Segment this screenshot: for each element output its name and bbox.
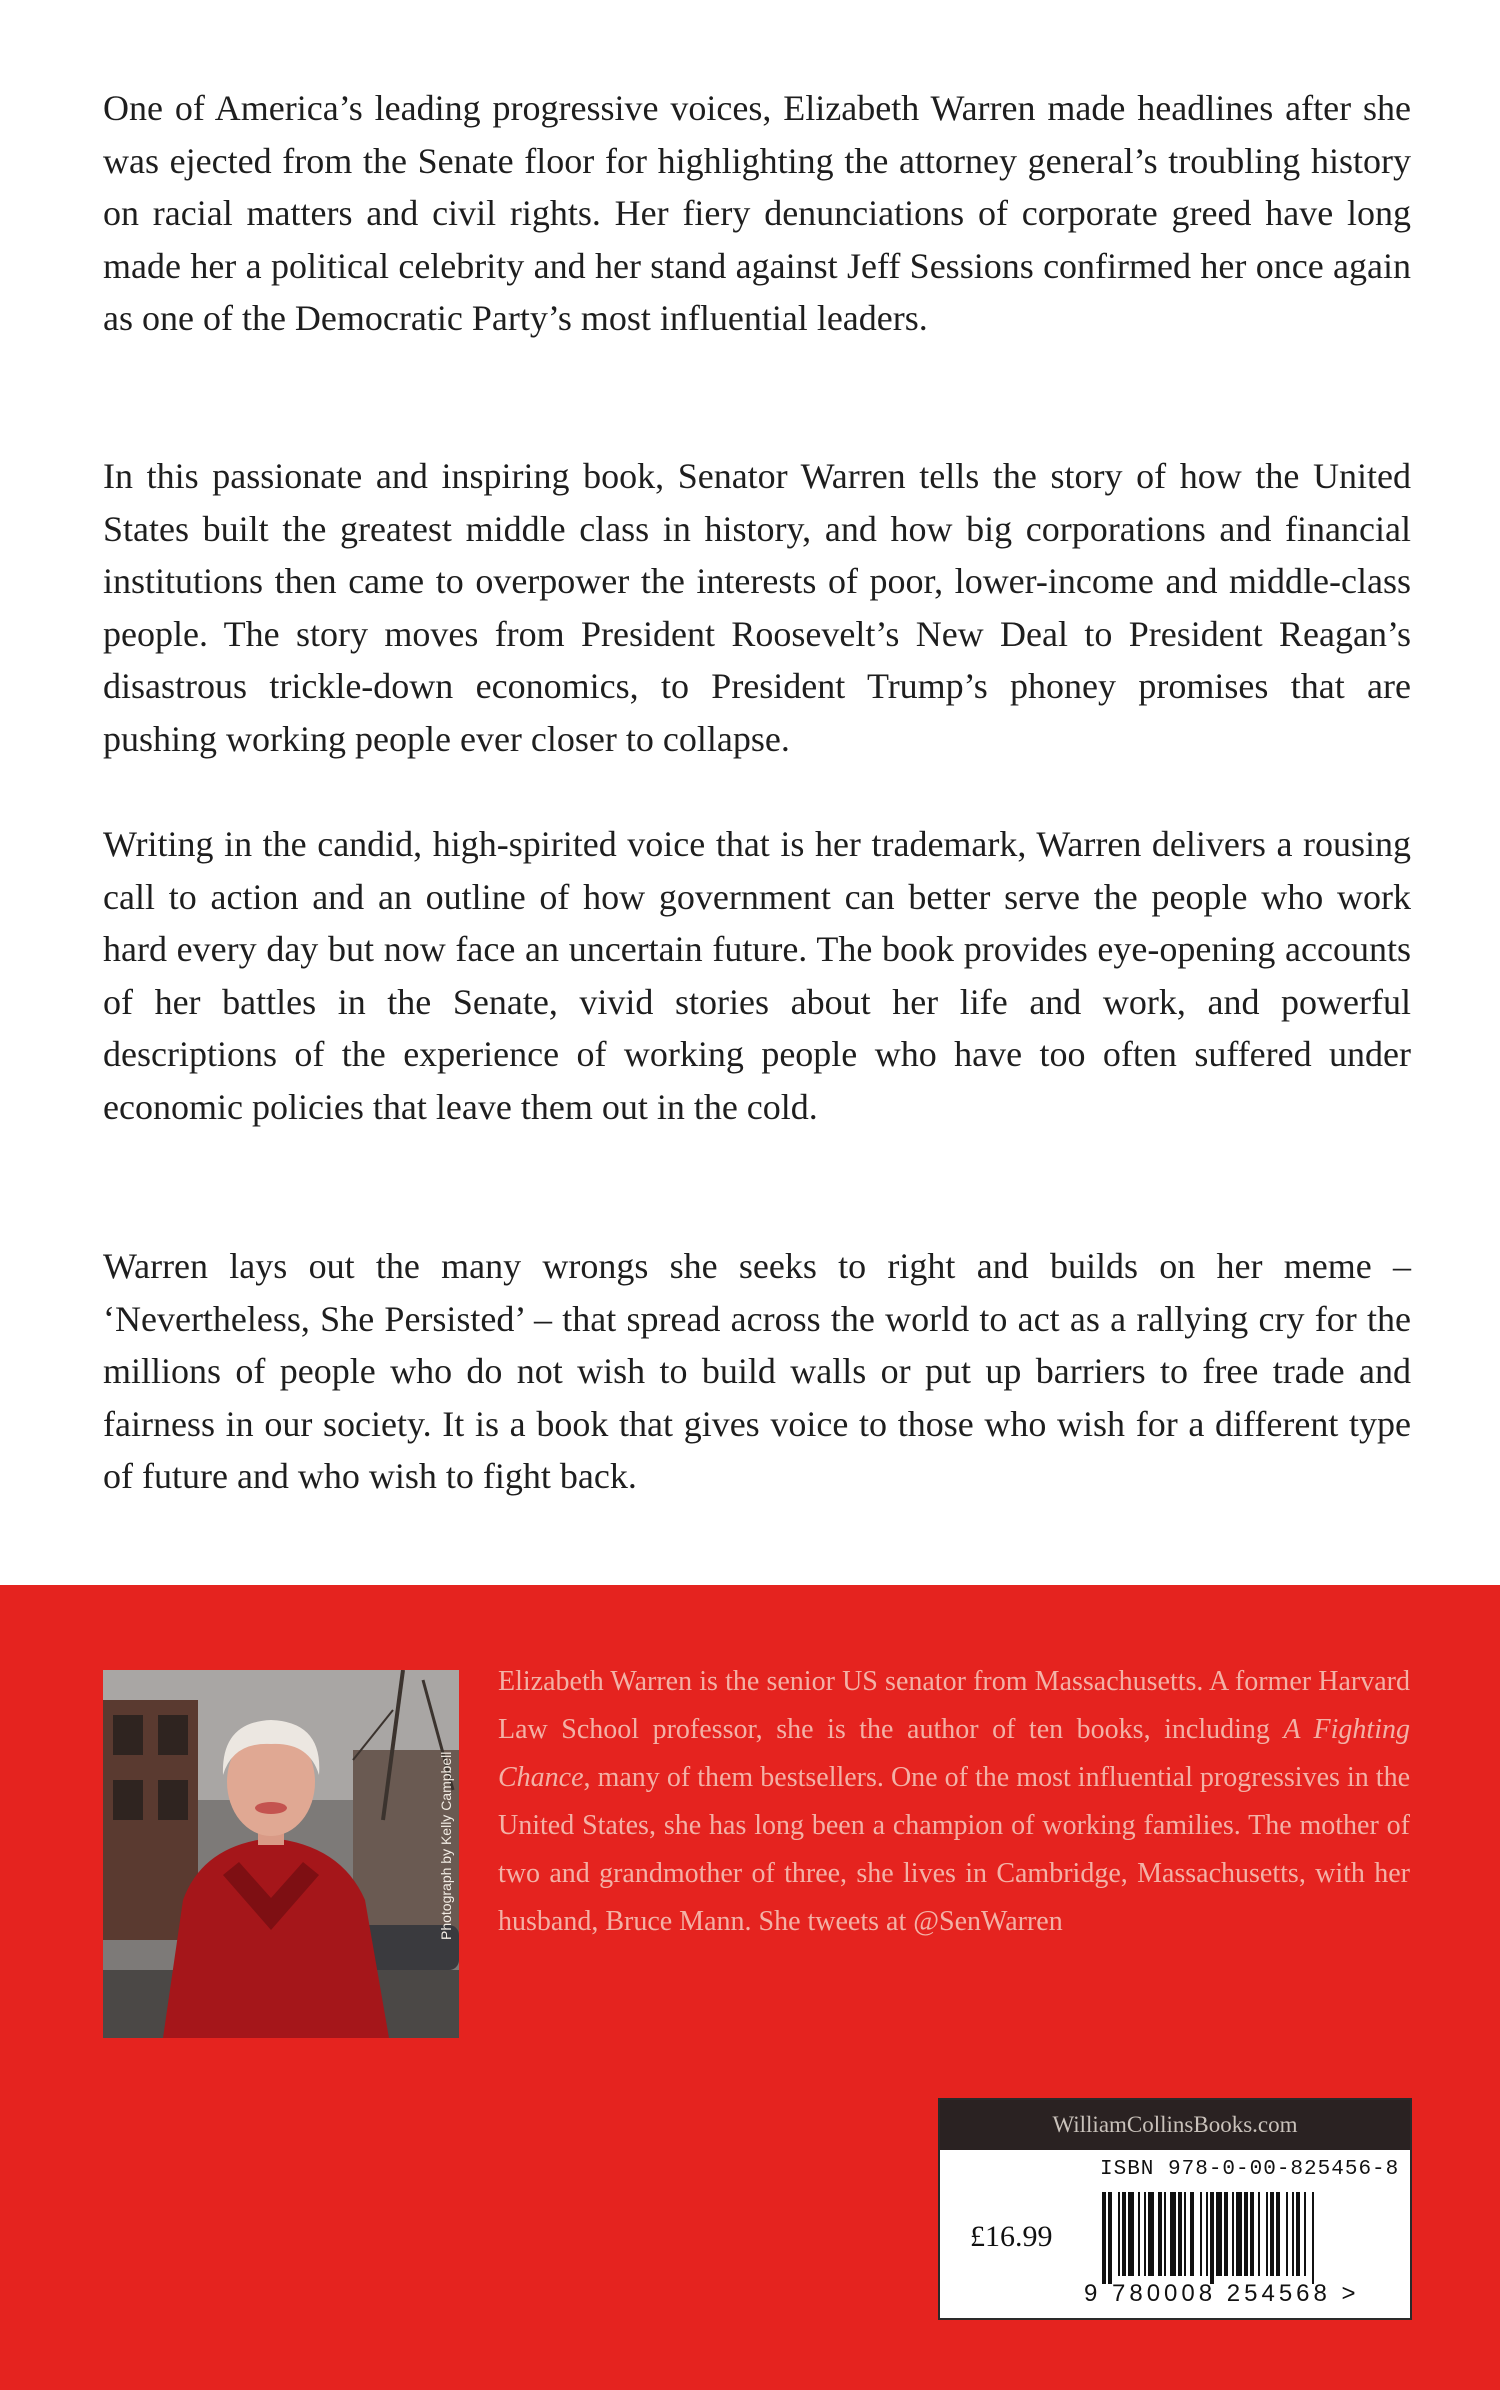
barcode-bar [1244,2192,1248,2276]
barcode-bar [1216,2192,1222,2276]
isbn-number: ISBN 978-0-00-825456-8 [1100,2158,1400,2181]
barcode-bar [1144,2192,1146,2276]
barcode-bar [1158,2192,1162,2276]
price-label: £16.99 [970,2220,1053,2253]
barcode-bar [1128,2192,1134,2276]
book-title-reference: A Fighting Chance [498,1714,1410,1793]
price-barcode-sticker [938,2098,1412,2320]
barcode-bar [1224,2192,1228,2276]
barcode-bar [1270,2192,1274,2276]
barcode-bar [1190,2192,1194,2276]
barcode-bar [1170,2192,1176,2276]
barcode-bar [1210,2192,1214,2284]
blurb-paragraph-1: One of America’s leading progressive voices, Elizabeth Warren made headlines after she was ejected from the Senate floor for highlighting the attorney general’s troubling history on racial matters and civil rights. Her fiery denunciations of corporate greed have long made her a political celebrity and her stand against Jeff Sessions confirmed her once again as one of the Democratic Party’s most influential leaders. [103,88,1411,338]
barcode-bar [1286,2192,1288,2276]
barcode-digits: 9 780008 254568 > [1084,2280,1360,2307]
blurb-paragraph-2: In this passionate and inspiring book, Senator Warren tells the story of how the United States built the greatest middle class in history, and how big corporations and financial institutions then came to overpower the interests of poor, lower-income and middle-class people. The story moves from President Roosevelt’s New Deal to President Reagan’s disastrous trickle-down economics, to President Trump’s phoney promises that are pushing working people ever closer to collapse. [103,456,1411,759]
author-photo [103,1670,459,2038]
blurb-paragraph-4: Warren lays out the many wrongs she seeks to right and builds on her meme – ‘Nevertheless, She Persisted’ – that spread across the world to act as a rallying cry for the millions of people who do not wish to build walls or put up barriers to free trade and fairness in our society. It is a book that gives voice to those who wish for a different type of future and who wish to fight back. [103,1246,1411,1496]
barcode-bar [1164,2192,1166,2276]
barcode-bar [1118,2192,1120,2276]
barcode-bar [1102,2192,1106,2284]
barcode-bar [1232,2192,1234,2276]
barcode-bar [1200,2192,1202,2276]
barcode-bar [1122,2192,1126,2276]
barcode-bar [1148,2192,1154,2276]
barcode-bar [1108,2192,1112,2284]
barcode-bar [1206,2192,1208,2276]
barcode-bar [1138,2192,1140,2276]
blurb-paragraph-3: Writing in the candid, high-spirited voice that is her trademark, Warren delivers a rousing call to action and an outline of how government can better serve the people who work hard every day but now face an uncertain future. The book provides eye-opening accounts of her battles in the Senate, vivid stories about her life and work, and powerful descriptions of the experience of working people who have too often suffered under economic policies that leave them out in the cold. [103,824,1411,1127]
barcode-bar [1266,2192,1268,2276]
barcode-bar [1292,2192,1294,2276]
barcode-bar [1184,2192,1186,2276]
barcode-bar [1304,2192,1306,2276]
barcode-bar [1312,2192,1314,2284]
barcode-bar [1250,2192,1254,2276]
author-bio [498,1658,1410,1946]
barcode-bar [1236,2192,1242,2276]
barcode-bar [1258,2192,1260,2276]
author-bio-text-1: Elizabeth Warren is the senior US senator from Massachusetts. A former Harvard Law School professor, she is the author of ten books, including [498,1666,1410,1745]
author-bio-text-2: , many of them bestsellers. One of the most influential progressives in the United States, she has long been a champion of working families. The mother of two and grandmother of three, she lives in Cambridge, Massachusetts, with her husband, Bruce Mann. She tweets at @SenWarren [498,1762,1410,1937]
barcode [1100,2192,1400,2284]
barcode-bar [1178,2192,1182,2276]
author-photo-image [103,1670,459,2038]
photo-credit: Photograph by Kelly Campbell [438,1751,454,1940]
barcode-bar [1276,2192,1280,2276]
publisher-website: WilliamCollinsBooks.com [940,2100,1410,2150]
barcode-bar [1296,2192,1300,2276]
